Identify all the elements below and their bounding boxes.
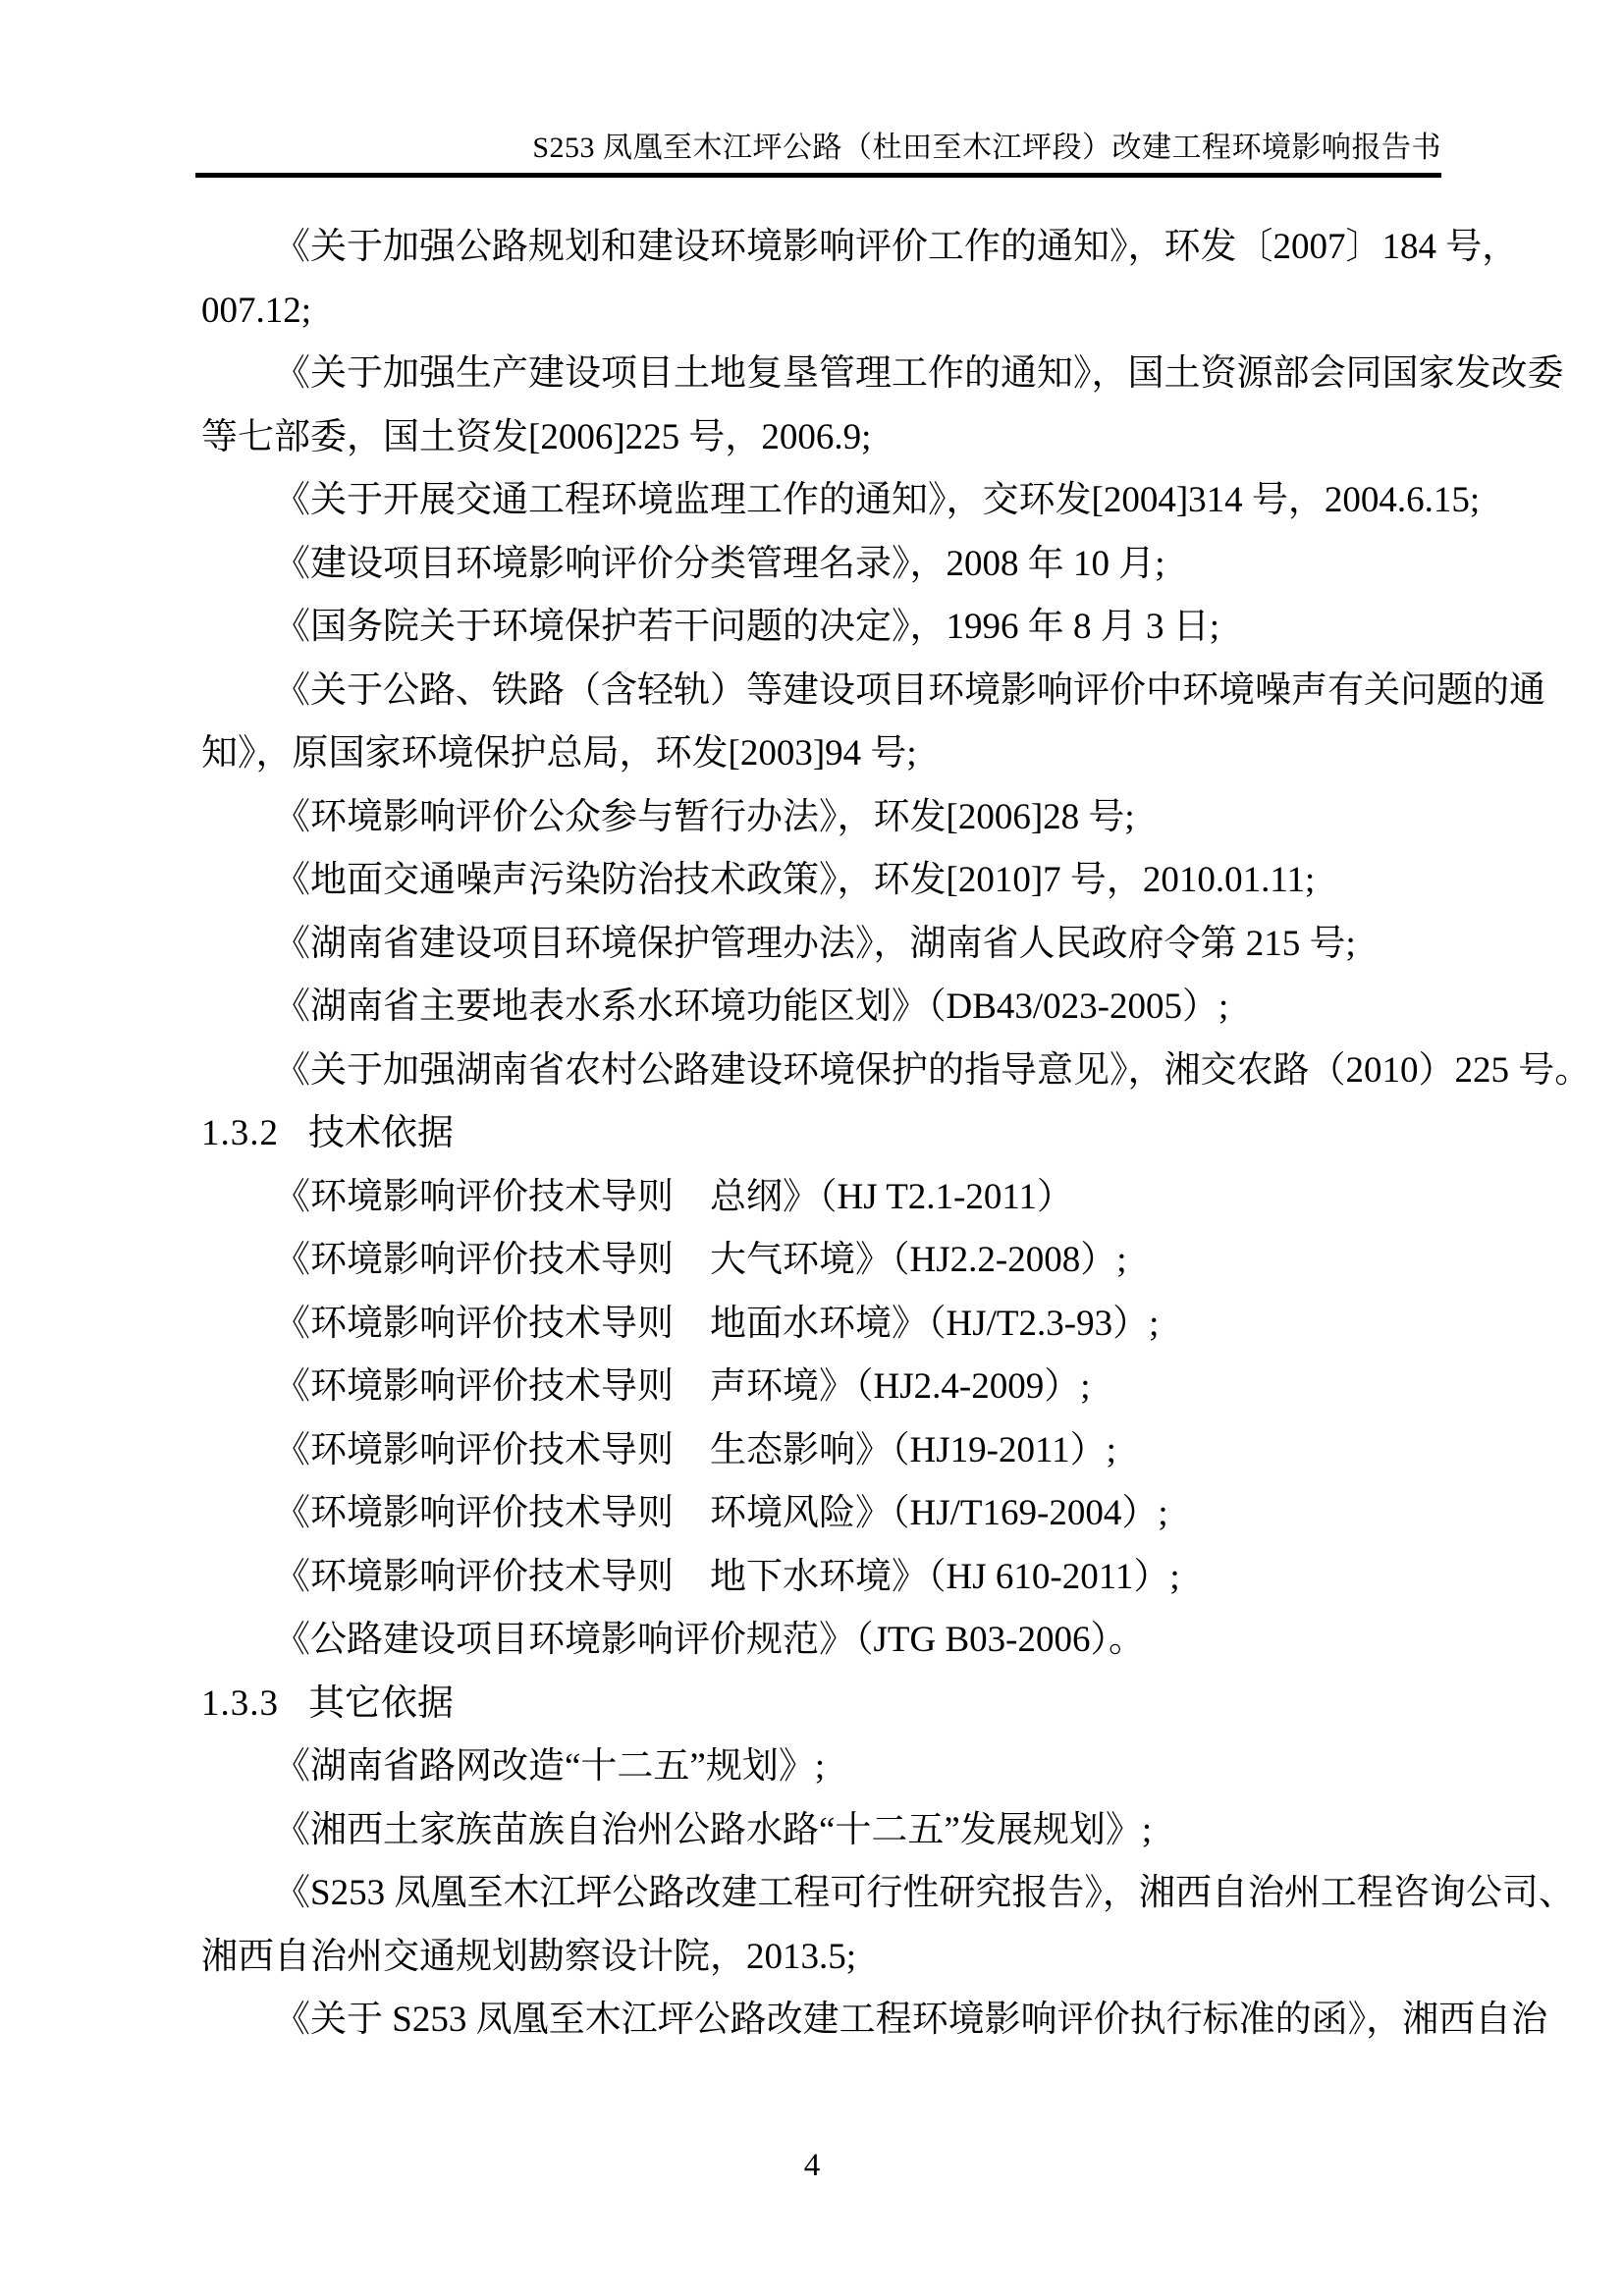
- section-heading-number: 1.3.3: [201, 1682, 279, 1724]
- body-line: 《湖南省路网改造“十二五”规划》;: [274, 1746, 826, 1787]
- body-line: 《关于 S253 凤凰至木江坪公路改建工程环境影响评价执行标准的函》，湘西自治: [274, 2000, 1548, 2040]
- section-heading-title: 其它依据: [308, 1682, 454, 1724]
- body-line: 等七部委，国土资发[2006]225 号，2006.9;: [201, 416, 872, 457]
- body-line: 《环境影响评价技术导则 地面水环境》（HJ/T2.3-93）;: [274, 1303, 1160, 1344]
- body-line: 《关于开展交通工程环境监理工作的通知》，交环发[2004]314 号，2004.6.15;: [274, 480, 1481, 520]
- body-line: 《关于加强公路规划和建设环境影响评价工作的通知》，环发〔2007〕184 号，: [274, 227, 1519, 267]
- body-line: 《环境影响评价公众参与暂行办法》，环发[2006]28 号;: [274, 796, 1135, 837]
- body-line: 《国务院关于环境保护若干问题的决定》，1996 年 8 月 3 日;: [274, 607, 1220, 647]
- body-line: 《环境影响评价技术导则 地下水环境》（HJ 610-2011）;: [274, 1556, 1180, 1597]
- body-line: 《S253 凤凰至木江坪公路改建工程可行性研究报告》，湘西自治州工程咨询公司、: [274, 1873, 1575, 1913]
- body-line: 《湘西土家族苗族自治州公路水路“十二五”发展规划》;: [274, 1809, 1153, 1850]
- body-line: 《公路建设项目环境影响评价规范》（JTG B03-2006）。: [274, 1620, 1145, 1660]
- body-line: 《环境影响评价技术导则 声环境》（HJ2.4-2009）;: [274, 1366, 1091, 1407]
- page-header-title: S253 凤凰至木江坪公路（杜田至木江坪段）改建工程环境影响报告书: [532, 132, 1441, 164]
- body-line: 《环境影响评价技术导则 环境风险》（HJ/T169-2004）;: [274, 1493, 1168, 1533]
- body-line: 《地面交通噪声污染防治技术政策》，环发[2010]7 号，2010.01.11;: [274, 860, 1316, 900]
- body-line: 《关于公路、铁路（含轻轨）等建设项目环境影响评价中环境噪声有关问题的通: [274, 669, 1545, 711]
- header-divider-rule: [195, 173, 1441, 178]
- body-line: 知》，原国家环境保护总局，环发[2003]94 号;: [201, 733, 917, 774]
- body-line: 007.12;: [201, 290, 312, 331]
- section-heading: [201, 1102, 1443, 1166]
- body-line: 《湖南省建设项目环境保护管理办法》，湖南省人民政府令第 215 号;: [274, 923, 1356, 964]
- body-line: 《湖南省主要地表水系水环境功能区划》（DB43/023-2005）;: [274, 987, 1229, 1027]
- body-line: 《环境影响评价技术导则 总纲》（HJ T2.1-2011）: [274, 1176, 1073, 1217]
- body-lines: [201, 216, 1592, 2053]
- page-number: 4: [803, 2148, 821, 2183]
- body-line: 湘西自治州交通规划勘察设计院，2013.5;: [201, 1936, 857, 1977]
- body-line: 《环境影响评价技术导则 生态影响》（HJ19-2011）;: [274, 1429, 1116, 1470]
- body-line: 《建设项目环境影响评价分类管理名录》，2008 年 10 月;: [274, 543, 1165, 584]
- body-line: 《关于加强湖南省农村公路建设环境保护的指导意见》，湘交农路（2010）225 号。: [274, 1049, 1592, 1091]
- body-line: 《关于加强生产建设项目土地复垦管理工作的通知》，国土资源部会同国家发改委: [274, 353, 1564, 394]
- section-heading: [201, 1673, 1443, 1736]
- body-line: 《环境影响评价技术导则 大气环境》（HJ2.2-2008）;: [274, 1240, 1127, 1280]
- section-heading-number: 1.3.2: [201, 1113, 279, 1153]
- section-heading-title: 技术依据: [308, 1113, 454, 1153]
